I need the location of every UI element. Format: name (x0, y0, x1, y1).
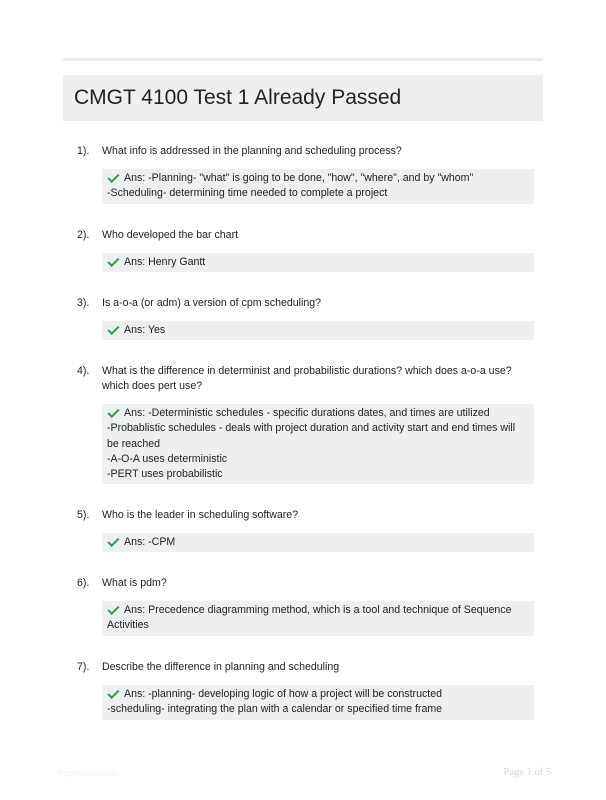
question-text: Is a-o-a (or adm) a version of cpm scheduling? (102, 297, 322, 309)
footer-site-watermark: Paperfolio.com (57, 768, 118, 778)
question-text: What info is addressed in the planning and scheduling process? (102, 145, 402, 157)
question-block-3 (77, 296, 537, 340)
question-block-6 (77, 576, 537, 636)
answer-line: -Probablistic schedules - deals with project duration and activity start and end times will be reached (107, 422, 516, 450)
checkmark-icon (107, 603, 119, 615)
answer-line: Ans: -CPM (124, 536, 176, 548)
answer-box (102, 169, 534, 204)
question-number: 5). (77, 509, 90, 521)
question-block-7 (77, 660, 537, 720)
answer-line: -A-O-A uses deterministic (107, 452, 228, 465)
question-block-5 (77, 508, 537, 552)
answer-box (102, 601, 534, 636)
checkmark-icon (107, 535, 119, 547)
answer-line: Ans: Henry Gantt (124, 256, 206, 268)
checkmark-icon (107, 323, 119, 335)
answer-box (102, 253, 534, 272)
top-divider (63, 58, 543, 61)
checkmark-icon (107, 171, 119, 183)
checkmark-icon (107, 255, 119, 267)
answer-line: Ans: -Deterministic schedules - specific durations dates, and times are utilized (124, 407, 490, 419)
question-text: Who developed the bar chart (102, 229, 239, 241)
answer-box (102, 321, 534, 340)
answer-box (102, 533, 534, 552)
answer-line: Ans: -Planning- "what" is going to be done, "how", "where", and by "whom" (124, 172, 474, 184)
question-number: 1). (77, 145, 90, 157)
question-text: What is pdm? (102, 577, 167, 589)
answer-line: -PERT uses probabilistic (107, 468, 223, 481)
question-block-2 (77, 228, 537, 272)
question-number: 2). (77, 229, 90, 241)
question-text: What is the difference in determinist and probabilistic durations? which does a-o-a use? which does pert use? (102, 365, 512, 392)
answer-line: Ans: Yes (124, 324, 166, 336)
question-number: 4). (77, 365, 90, 377)
checkmark-icon (107, 406, 119, 418)
question-block-1 (77, 144, 537, 204)
title-banner (63, 75, 543, 121)
answer-line: -scheduling- integrating the plan with a calendar or specified time frame (107, 703, 443, 716)
question-text: Who is the leader in scheduling software? (102, 509, 299, 521)
question-text: Describe the difference in planning and scheduling (102, 661, 340, 673)
checkmark-icon (107, 687, 119, 699)
question-number: 6). (77, 577, 90, 589)
page-indicator: Page 1 of 5 (503, 767, 551, 778)
page-title: CMGT 4100 Test 1 Already Passed (74, 86, 402, 109)
answer-box (102, 685, 534, 720)
question-block-4 (77, 364, 537, 484)
question-number: 7). (77, 661, 90, 673)
answer-line: Ans: -planning- developing logic of how a project will be constructed (124, 688, 442, 700)
answer-line: Ans: Precedence diagramming method, which is a tool and technique of Sequence Activities (107, 604, 512, 632)
question-number: 3). (77, 297, 90, 309)
answer-box (102, 404, 534, 484)
answer-line: -Scheduling- determining time needed to complete a project (107, 187, 388, 200)
